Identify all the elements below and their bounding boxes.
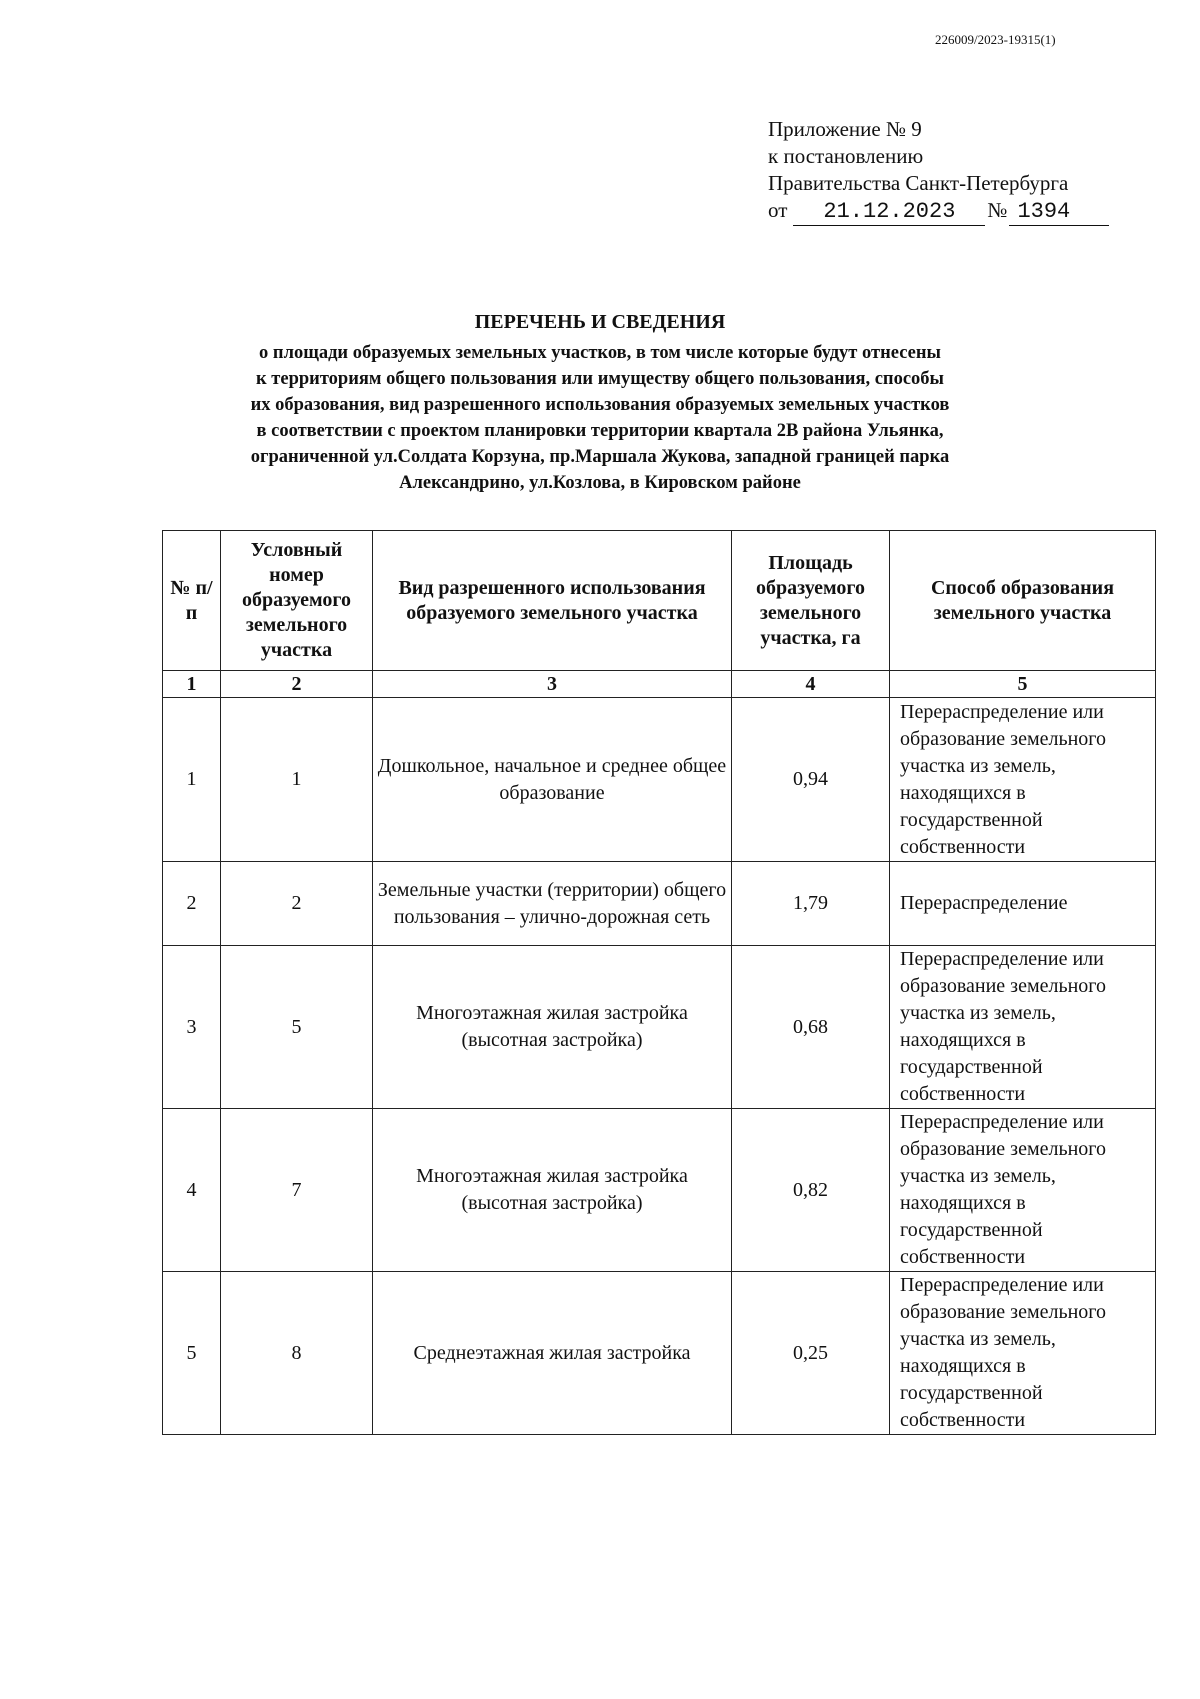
subtitle-line: к территориям общего пользования или имуществу общего пользования, способы [256, 369, 944, 389]
row-permitted-use: Дошкольное, начальное и среднее общее образование [373, 698, 732, 862]
row-area: 0,82 [732, 1109, 890, 1272]
annex-block [768, 116, 1109, 226]
table-row [163, 862, 1156, 946]
number-label: № [987, 198, 1008, 222]
row-formation-method: Перераспределение или образование земельного участка из земель, находящихся в государственной собственности [890, 698, 1156, 862]
resolution-date: 21.12.2023 [793, 198, 985, 226]
table-row [163, 1272, 1156, 1435]
subtitle-line: их образования, вид разрешенного использования образуемых земельных участков [250, 395, 950, 415]
annex-line-3: Правительства Санкт-Петербурга [768, 171, 1069, 195]
row-index: 4 [163, 1109, 221, 1272]
subtitle-line: ограниченной ул.Солдата Корзуна, пр.Маршала Жукова, западной границей парка [250, 447, 950, 467]
row-area: 1,79 [732, 862, 890, 946]
row-permitted-use: Среднеэтажная жилая застройка [373, 1272, 732, 1435]
table-row [163, 1109, 1156, 1272]
land-plots-table [162, 530, 1156, 1435]
row-formation-method: Перераспределение [890, 862, 1156, 946]
subtitle-line: Александрино, ул.Козлова, в Кировском районе [399, 473, 801, 493]
table-row [163, 946, 1156, 1109]
header-index: № п/п [163, 531, 221, 671]
table-header-row [163, 531, 1156, 671]
column-numbers-row [163, 671, 1156, 698]
row-formation-method: Перераспределение или образование земельного участка из земель, находящихся в государственной собственности [890, 1272, 1156, 1435]
document-title: ПЕРЕЧЕНЬ И СВЕДЕНИЯ [474, 311, 726, 333]
row-formation-method: Перераспределение или образование земельного участка из земель, находящихся в государственной собственности [890, 1109, 1156, 1272]
row-conditional-number: 8 [221, 1272, 373, 1435]
row-permitted-use: Многоэтажная жилая застройка (высотная застройка) [373, 1109, 732, 1272]
column-number: 1 [163, 671, 221, 698]
row-area: 0,25 [732, 1272, 890, 1435]
date-label: от [768, 198, 788, 222]
column-number: 5 [890, 671, 1156, 698]
document-id: 226009/2023-19315(1) [935, 32, 1056, 47]
column-number: 4 [732, 671, 890, 698]
column-number: 3 [373, 671, 732, 698]
row-index: 5 [163, 1272, 221, 1435]
annex-line-1: Приложение № 9 [768, 117, 922, 141]
row-index: 2 [163, 862, 221, 946]
table-row [163, 698, 1156, 862]
row-conditional-number: 5 [221, 946, 373, 1109]
resolution-number: 1394 [1009, 198, 1109, 226]
document-subtitle [120, 340, 1080, 496]
header-permitted-use: Вид разрешенного использования образуемого земельного участка [373, 531, 732, 671]
row-permitted-use: Земельные участки (территории) общего пользования – улично-дорожная сеть [373, 862, 732, 946]
row-area: 0,94 [732, 698, 890, 862]
row-conditional-number: 2 [221, 862, 373, 946]
row-index: 1 [163, 698, 221, 862]
row-conditional-number: 7 [221, 1109, 373, 1272]
subtitle-line: в соответствии с проектом планировки территории квартала 2В района Ульянка, [256, 421, 944, 441]
annex-line-2: к постановлению [768, 144, 924, 168]
header-conditional-number: Условный номер образуемого земельного участка [221, 531, 373, 671]
row-formation-method: Перераспределение или образование земельного участка из земель, находящихся в государственной собственности [890, 946, 1156, 1109]
header-area: Площадь образуемого земельного участка, га [732, 531, 890, 671]
row-permitted-use: Многоэтажная жилая застройка (высотная застройка) [373, 946, 732, 1109]
column-number: 2 [221, 671, 373, 698]
annex-date-row [768, 197, 1109, 226]
row-conditional-number: 1 [221, 698, 373, 862]
subtitle-line: о площади образуемых земельных участков, в том числе которые будут отнесены [259, 343, 941, 363]
header-formation-method: Способ образования земельного участка [890, 531, 1156, 671]
row-index: 3 [163, 946, 221, 1109]
row-area: 0,68 [732, 946, 890, 1109]
